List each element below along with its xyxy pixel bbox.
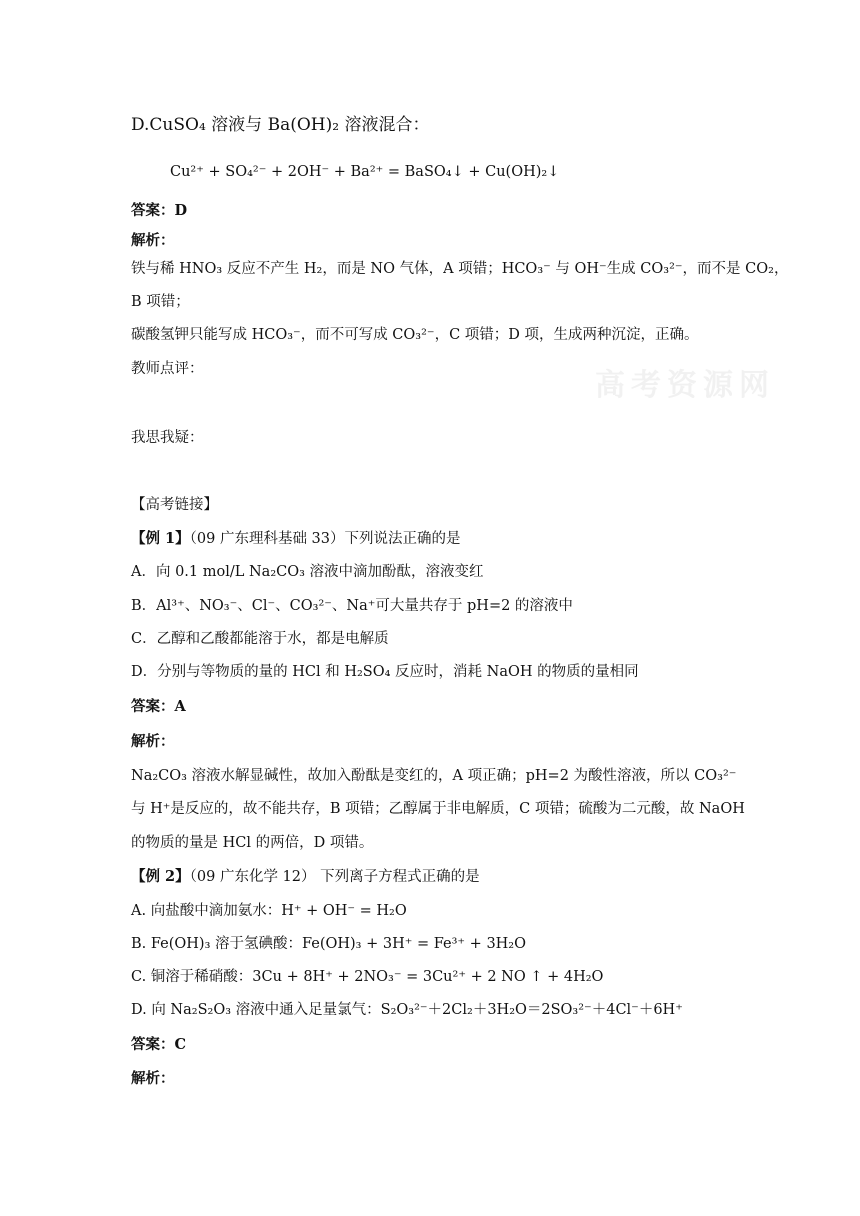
watermark: 高考资源网 <box>595 368 775 403</box>
d-option-cuso4: D.CuSO₄ 溶液与 Ba(OH)₂ 溶液混合： <box>131 115 430 135</box>
analysis-2-line-2: 与 H⁺是反应的，故不能共存，B 项错；乙醇属于非电解质，C 项错；硫酸为二元酸，故 NaOH <box>131 801 745 817</box>
my-question: 我思我疑： <box>131 430 204 446</box>
answer-label-2: 答案：A <box>131 698 186 715</box>
analysis-label-3: 解析： <box>131 1070 175 1087</box>
example-2-option-b: B. Fe(OH)₃ 溶于氢碘酸：Fe(OH)₃ + 3H⁺ = Fe³⁺ + 3H₂O <box>131 936 527 952</box>
example-2-option-a: A. 向盐酸中滴加氨水：H⁺ + OH⁻ = H₂O <box>131 903 407 919</box>
example-2-option-c: C. 铜溶于稀硝酸：3Cu + 8H⁺ + 2NO₃⁻ = 3Cu²⁺ + 2 NO ↑ + 4H₂O <box>131 969 604 985</box>
example-1-option-a: A．向 0.1 mol/L Na₂CO₃ 溶液中滴加酚酞，溶液变红 <box>131 564 484 580</box>
analysis-label-1: 解析： <box>131 232 175 249</box>
example-2-option-d: D. 向 Na₂S₂O₃ 溶液中通入足量氯气：S₂O₃²⁻＋2Cl₂＋3H₂O＝2SO₃²⁻＋4Cl⁻＋6H⁺ <box>131 1002 683 1018</box>
analysis-2-line-3: 的物质的量是 HCl 的两倍，D 项错。 <box>131 835 374 851</box>
analysis-1-line-1: 铁与稀 HNO₃ 反应不产生 H₂，而是 NO 气体，A 项错；HCO₃⁻ 与 OH⁻生成 CO₃²⁻，而不是 CO₂， <box>131 261 789 277</box>
gaokao-link-heading: 【高考链接】 <box>131 497 218 513</box>
answer-label-1: 答案：D <box>131 202 188 219</box>
example-2-label: 【例 2】 <box>131 868 190 885</box>
example-1-option-d: D．分别与等物质的量的 HCl 和 H₂SO₄ 反应时，消耗 NaOH 的物质的量相同 <box>131 664 639 680</box>
example-2-stem <box>131 867 820 887</box>
example-2-question: （09 广东化学 12） 下列离子方程式正确的是 <box>189 869 480 885</box>
example-1-option-c: C．乙醇和乙酸都能溶于水，都是电解质 <box>131 631 389 647</box>
example-1-label: 【例 1】 <box>131 530 190 547</box>
d-equation: Cu²⁺ + SO₄²⁻ + 2OH⁻ + Ba²⁺ = BaSO₄↓ + Cu(OH)₂↓ <box>170 164 560 180</box>
example-1-question: （09 广东理科基础 33）下列说法正确的是 <box>189 531 461 547</box>
teacher-comment: 教师点评： <box>131 361 204 377</box>
analysis-1-line-3: 碳酸氢钾只能写成 HCO₃⁻，而不可写成 CO₃²⁻，C 项错；D 项，生成两种沉淀，正确。 <box>131 327 699 343</box>
analysis-1-line-2: B 项错； <box>131 294 190 310</box>
answer-label-3: 答案：C <box>131 1036 187 1053</box>
analysis-2-line-1: Na₂CO₃ 溶液水解显碱性，故加入酚酞是变红的，A 项正确；pH=2 为酸性溶液，所以 CO₃²⁻ <box>131 768 737 784</box>
example-1-option-b: B．Al³⁺、NO₃⁻、Cl⁻、CO₃²⁻、Na⁺可大量共存于 pH=2 的溶液中 <box>131 598 573 614</box>
example-1-stem <box>131 529 820 549</box>
analysis-label-2: 解析： <box>131 733 175 750</box>
